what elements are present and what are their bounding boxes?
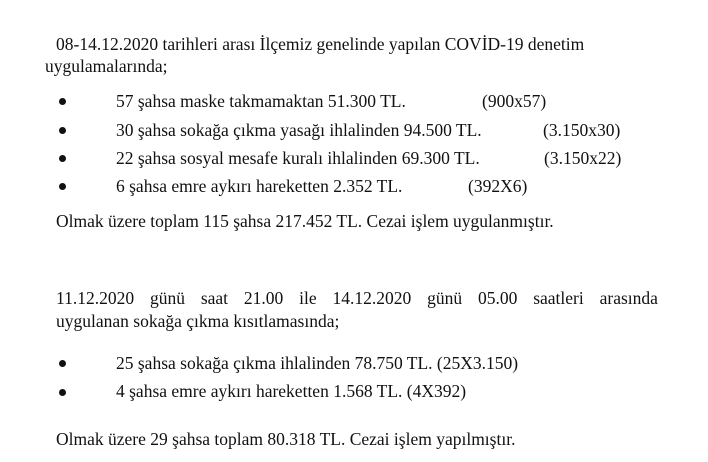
bullet-icon [59, 155, 66, 162]
word: arasında [599, 288, 658, 308]
word: 11.12.2020 [56, 288, 135, 308]
word: ile [299, 288, 317, 308]
word: 14.12.2020 [332, 288, 412, 308]
word: günü [427, 288, 463, 308]
word: saat [200, 288, 229, 308]
section1-intro-line1: 08-14.12.2020 tarihleri arası İlçemiz genelinde yapılan COVİD-19 denetim [56, 34, 585, 54]
list-item-calc: (900x57) [482, 91, 547, 111]
section2-intro-line2: uygulanan sokağa çıkma kısıtlamasında; [56, 311, 340, 331]
word: günü [149, 288, 185, 308]
bullet-icon [59, 389, 66, 396]
list-item-text: 25 şahsa sokağa çıkma ihlalinden 78.750 TL. (25X3.150) [116, 353, 519, 373]
list-item-calc: (3.150x22) [544, 148, 622, 168]
section2-intro-line1 [56, 287, 658, 309]
word: saatleri [533, 288, 584, 308]
word: 05.00 [477, 288, 518, 308]
bullet-icon [59, 183, 66, 190]
section1-intro-line2: uygulamalarında; [45, 56, 168, 76]
list-item-text: 4 şahsa emre aykırı hareketten 1.568 TL. (4X392) [116, 381, 467, 401]
list-item-calc: (392X6) [468, 176, 528, 196]
section2-summary: Olmak üzere 29 şahsa toplam 80.318 TL. Cezai işlem yapılmıştır. [56, 429, 516, 449]
list-item-calc: (3.150x30) [543, 120, 621, 140]
bullet-icon [59, 98, 66, 105]
list-item-text: 30 şahsa sokağa çıkma yasağı ihlalinden 94.500 TL. [116, 120, 482, 140]
list-item-text: 22 şahsa sosyal mesafe kuralı ihlalinden 69.300 TL. [116, 148, 480, 168]
section1-summary: Olmak üzere toplam 115 şahsa 217.452 TL. Cezai işlem uygulanmıştır. [56, 211, 554, 231]
word: 21.00 [243, 288, 284, 308]
list-item-text: 57 şahsa maske takmamaktan 51.300 TL. [116, 91, 406, 111]
bullet-icon [59, 360, 66, 367]
bullet-icon [59, 127, 66, 134]
list-item-text: 6 şahsa emre aykırı hareketten 2.352 TL. [116, 176, 403, 196]
